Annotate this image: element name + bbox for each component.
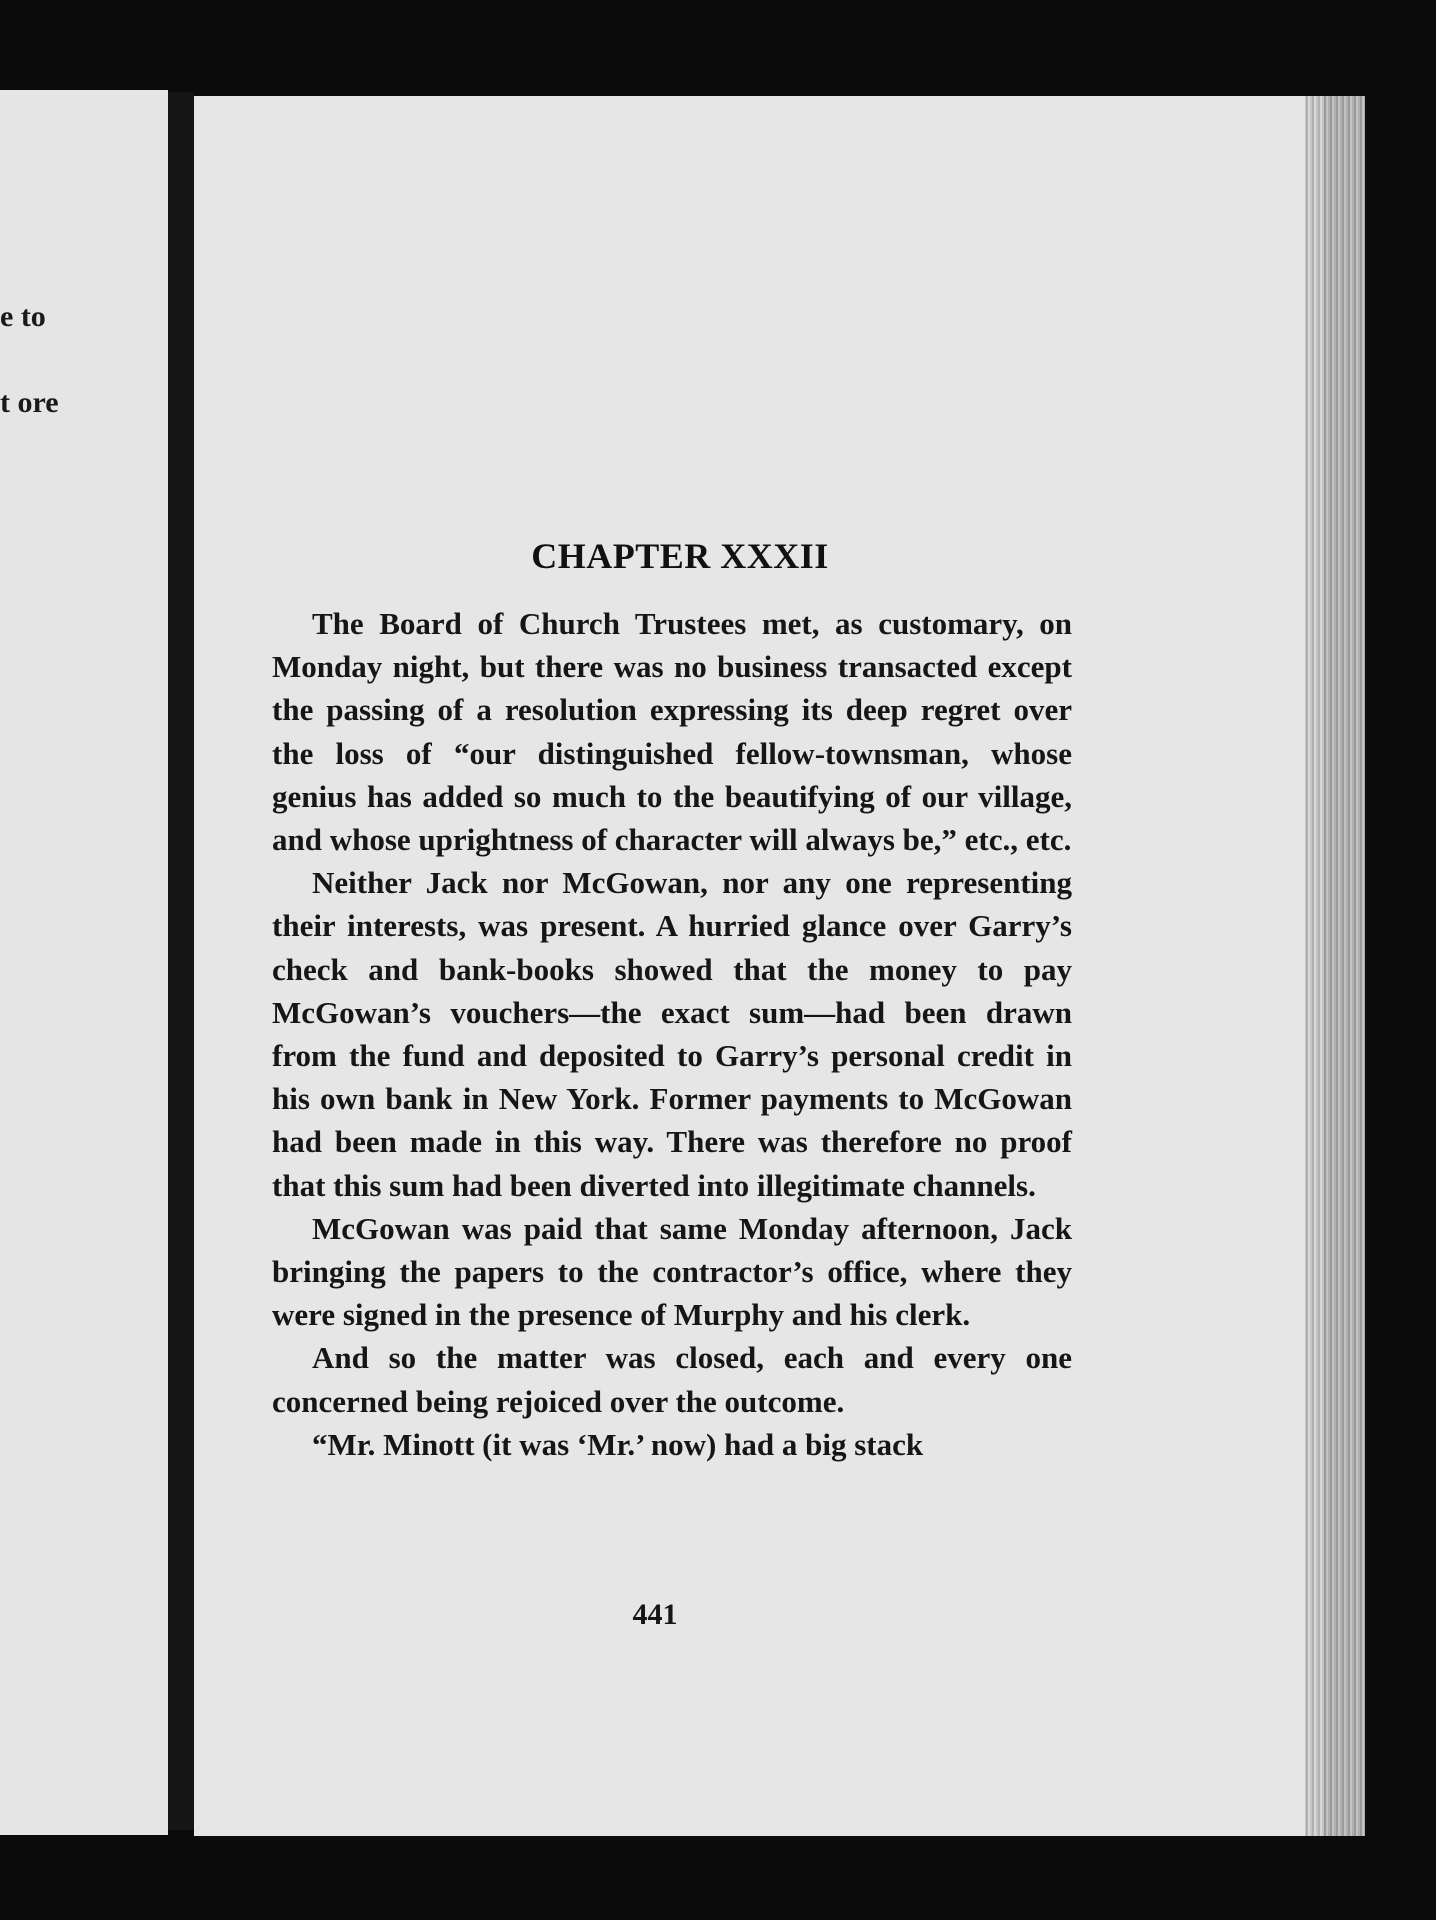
paragraph: “Mr. Minott (it was ‘Mr.’ now) had a big stack bbox=[312, 1426, 924, 1462]
book-gutter bbox=[168, 92, 194, 1830]
page-edge bbox=[1305, 96, 1365, 1836]
paragraph: McGowan was paid that same Monday afternoon, Jack bringing the papers to the contractor’s office, where they were signed in the presence of Murphy and his clerk. bbox=[272, 1210, 1072, 1333]
paragraph: Neither Jack nor McGowan, nor any one representing their interests, was present. A hurried glance over Garry’s check and bank-books showed that the money to pay McGowan’s vouchers—the exact sum—had been drawn from the fund and deposited to Garry’s personal credit in his own bank in New York. Former payments to McGowan had been made in this way. There was therefore no proof that this sum had been diverted into illegitimate channels. bbox=[272, 865, 1072, 1203]
page-number: 441 bbox=[632, 1598, 678, 1631]
left-page bbox=[0, 90, 168, 1835]
chapter-title: CHAPTER XXXII bbox=[531, 536, 829, 576]
body-text bbox=[272, 602, 1072, 1466]
paragraph: The Board of Church Trustees met, as customary, on Monday night, but there was no business transacted except the passing of a resolution expressing its deep regret over the loss of “our distinguished fellow-townsman, whose genius has added so much to the beautifying of our village, and whose uprightness of character will always be,” etc., etc. bbox=[272, 606, 1072, 858]
paragraph: And so the matter was closed, each and every one concerned being rejoiced over the outcome. bbox=[272, 1340, 1072, 1419]
left-page-fragment: t ore bbox=[0, 386, 59, 419]
left-page-fragment: e to bbox=[0, 300, 46, 333]
